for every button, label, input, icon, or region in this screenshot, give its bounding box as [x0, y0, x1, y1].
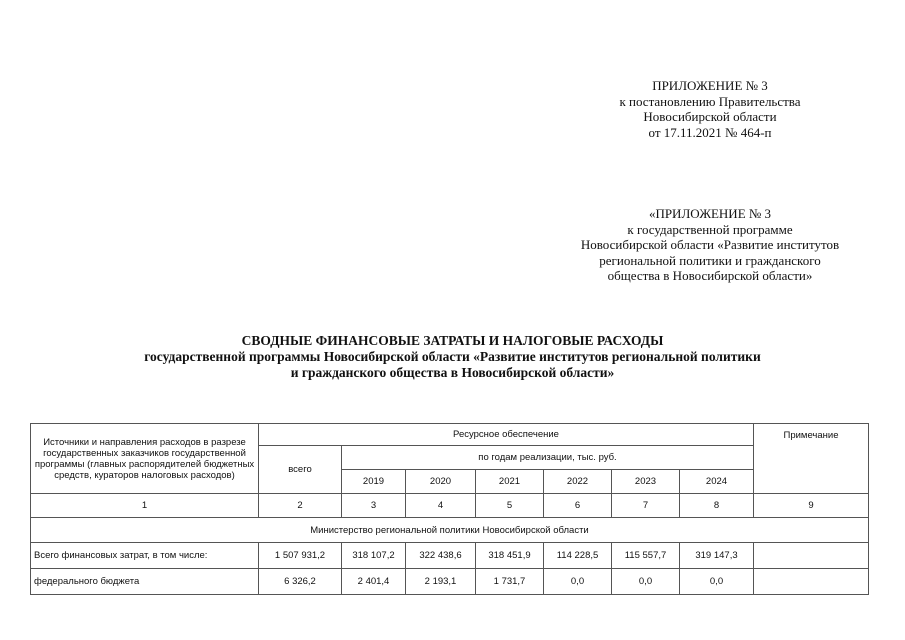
header-year-cell: 2020	[406, 470, 476, 494]
row-value-cell: 2 401,4	[342, 569, 406, 595]
column-number-cell: 8	[680, 494, 754, 518]
financial-table	[30, 423, 869, 595]
order-appendix-date: от 17.11.2021 № 464-п	[648, 124, 772, 140]
row-value-cell: 0,0	[612, 569, 680, 595]
document-title	[40, 333, 865, 381]
header-total-cell: всего	[259, 446, 342, 494]
program-appendix-line: общества в Новосибирской области»	[607, 268, 813, 283]
order-appendix-line: Новосибирской области	[643, 109, 777, 124]
table-row	[31, 569, 869, 595]
row-label-cell: Всего финансовых затрат, в том числе:	[31, 543, 259, 569]
row-value-cell: 0,0	[680, 569, 754, 595]
program-appendix-line: Новосибирской области «Развитие институтов	[580, 237, 840, 252]
order-appendix-header	[560, 78, 860, 140]
header-by-years-cell: по годам реализации, тыс. руб.	[342, 446, 754, 470]
row-value-cell: 318 451,9	[476, 543, 544, 569]
section-row	[31, 518, 869, 543]
program-appendix-header	[530, 206, 890, 284]
header-year-cell: 2022	[544, 470, 612, 494]
row-value-cell: 114 228,5	[544, 543, 612, 569]
row-total-cell: 6 326,2	[259, 569, 342, 595]
title-line: и гражданского общества в Новосибирской области»	[290, 365, 615, 380]
program-appendix-line: региональной политики и гражданского	[599, 252, 821, 268]
column-number-cell: 6	[544, 494, 612, 518]
header-note-cell: Примечание	[754, 424, 869, 494]
row-note-cell	[754, 543, 869, 569]
column-number-row	[31, 494, 869, 518]
program-appendix-line: к государственной программе	[627, 221, 793, 237]
header-year-cell: 2023	[612, 470, 680, 494]
order-appendix-number: ПРИЛОЖЕНИЕ № 3	[652, 78, 768, 93]
header-year-cell: 2019	[342, 470, 406, 494]
table-row	[31, 543, 869, 569]
row-value-cell: 1 731,7	[476, 569, 544, 595]
title-line: государственной программы Новосибирской области «Развитие институтов региональной политики	[144, 349, 761, 364]
row-label-cell: федерального бюджета	[31, 569, 259, 595]
title-line: СВОДНЫЕ ФИНАНСОВЫЕ ЗАТРАТЫ И НАЛОГОВЫЕ РАСХОДЫ	[241, 333, 664, 348]
row-value-cell: 318 107,2	[342, 543, 406, 569]
column-number-cell: 5	[476, 494, 544, 518]
column-number-cell: 4	[406, 494, 476, 518]
header-source-cell: Источники и направления расходов в разрезе государственных заказчиков государственной программы (главных распорядителей бюджетных средств, кураторов налоговых расходов)	[31, 424, 259, 494]
row-total-cell: 1 507 931,2	[259, 543, 342, 569]
row-value-cell: 319 147,3	[680, 543, 754, 569]
row-value-cell: 115 557,7	[612, 543, 680, 569]
column-number-cell: 2	[259, 494, 342, 518]
program-appendix-number: «ПРИЛОЖЕНИЕ № 3	[648, 206, 772, 221]
column-number-cell: 7	[612, 494, 680, 518]
column-number-cell: 3	[342, 494, 406, 518]
row-value-cell: 0,0	[544, 569, 612, 595]
row-note-cell	[754, 569, 869, 595]
column-number-cell: 1	[31, 494, 259, 518]
section-title-cell: Министерство региональной политики Новосибирской области	[31, 518, 869, 543]
column-number-cell: 9	[754, 494, 869, 518]
row-value-cell: 322 438,6	[406, 543, 476, 569]
header-year-cell: 2024	[680, 470, 754, 494]
row-value-cell: 2 193,1	[406, 569, 476, 595]
header-year-cell: 2021	[476, 470, 544, 494]
order-appendix-line: к постановлению Правительства	[619, 93, 801, 109]
header-resources-cell: Ресурсное обеспечение	[259, 424, 754, 446]
